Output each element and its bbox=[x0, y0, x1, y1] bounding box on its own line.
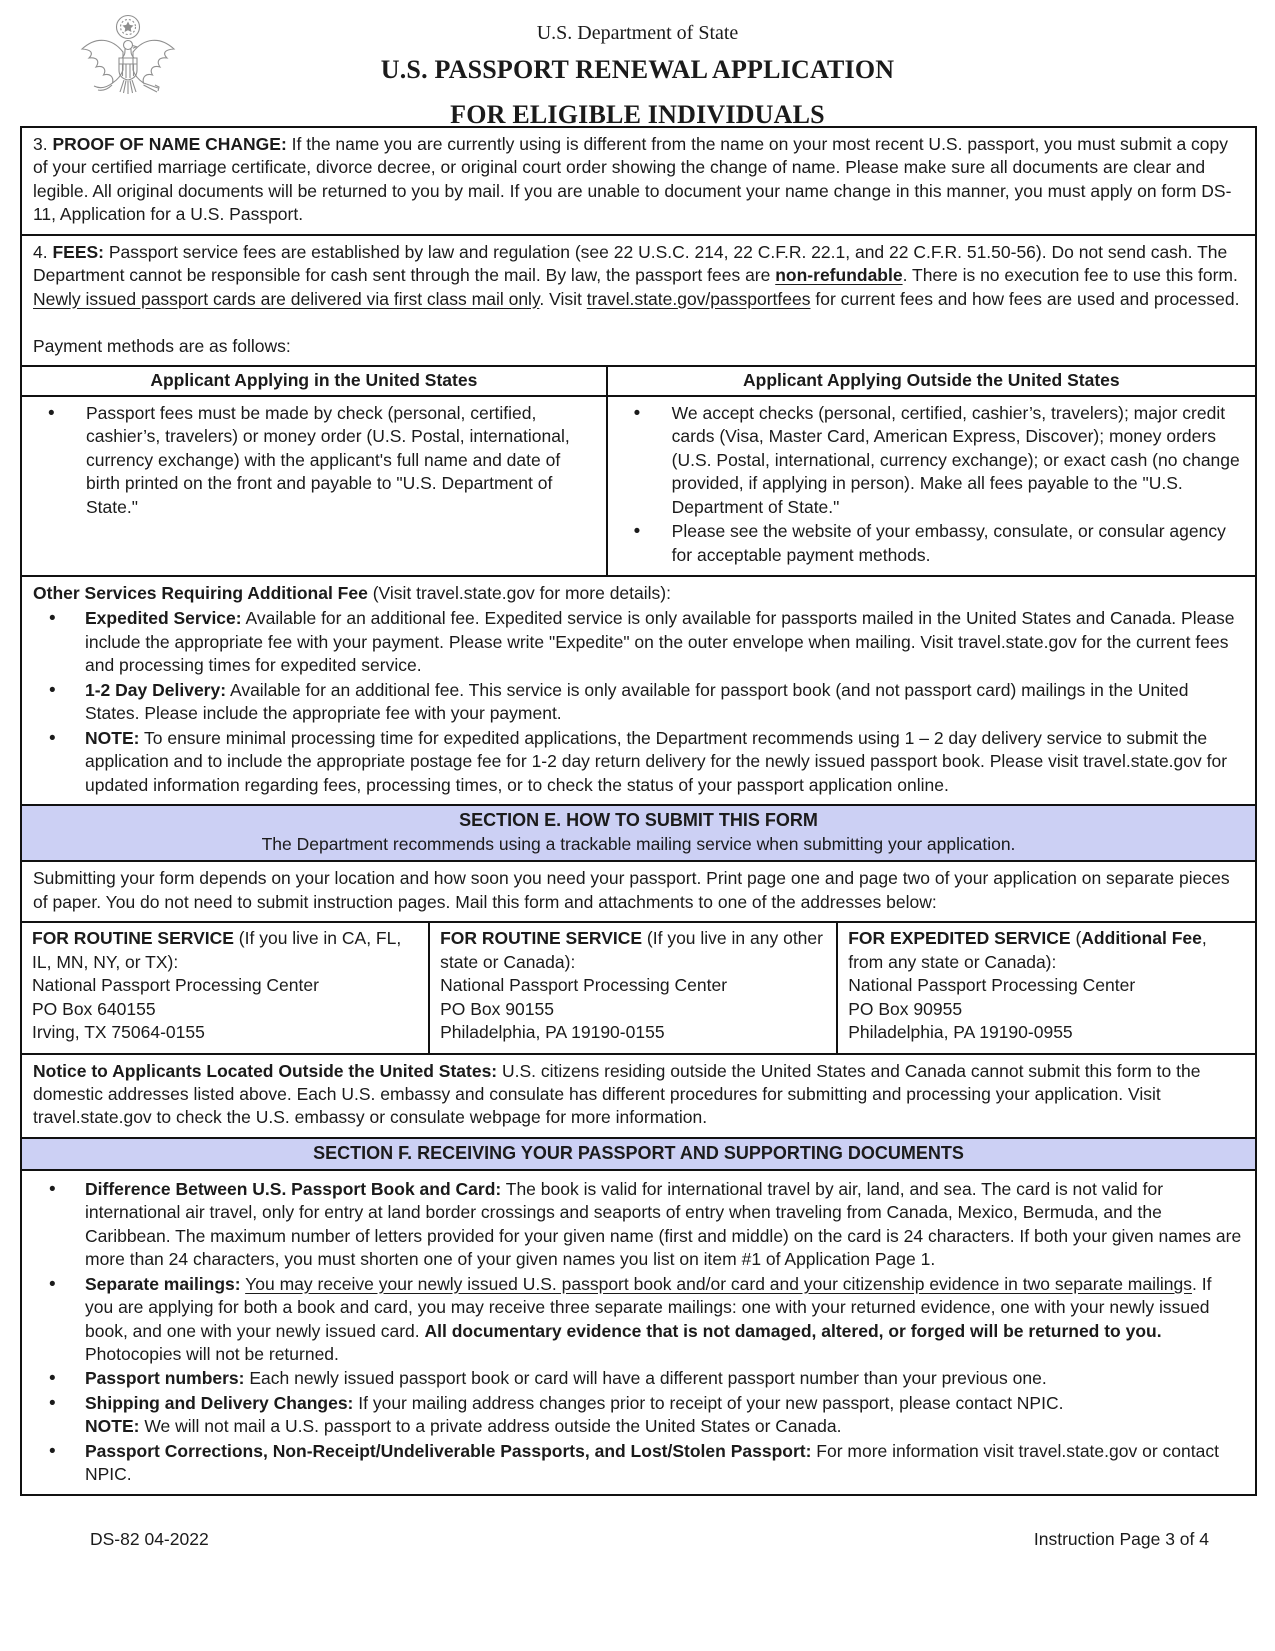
applicant-outside-us-header: Applicant Applying Outside the United States bbox=[608, 367, 1255, 397]
one-two-day-delivery-bullet: • 1-2 Day Delivery: Available for an additional fee. This service is only available for passport book (and not passport card) mailings in the United States. Please include the appropriate fee with your payment. bbox=[33, 679, 1244, 726]
separate-mailings-bullet: • Separate mailings: You may receive your newly issued U.S. passport book and/or card and your citizenship evidence in two separate mailings. If you are applying for both a book and card, you may receive three separate mailings: one with your returned evidence, one with your newly issued book, and one with your newly issued card. All documentary evidence that is not damaged, altered, or forged will be returned to you. Photocopies will not be returned. bbox=[33, 1273, 1244, 1367]
address-line: PO Box 90955 bbox=[848, 998, 963, 1019]
expedited-service-header: FOR EXPEDITED SERVICE (Additional Fee, from any state or Canada): bbox=[848, 928, 1207, 972]
routine-service-tx-column bbox=[22, 923, 430, 1052]
section-e-band bbox=[20, 804, 1257, 863]
agency-name: U.S. Department of State bbox=[536, 22, 739, 44]
how-to-submit-box bbox=[20, 860, 1257, 923]
expedited-service-column bbox=[838, 923, 1255, 1052]
expedited-service-bullet: • Expedited Service: Available for an additional fee. Expedited service is only available for passports mailed in the United States and Canada. Please include the appropriate fee with your payment. Please write "Expedite" on the outer envelope when mailing. Visit travel.state.gov for the current fees and processing times for expedited service. bbox=[33, 607, 1244, 677]
mailing-addresses-table bbox=[20, 921, 1257, 1054]
payment-bullet-us: • Passport fees must be made by check (personal, certified, cashier’s, travelers) or money order (U.S. Postal, international, currency exchange) with the applicant's full name and date of birth printed on the front and payable to "U.S. Department of State." bbox=[22, 402, 598, 519]
section-f-title: SECTION F. RECEIVING YOUR PASSPORT AND SUPPORTING DOCUMENTS bbox=[313, 1142, 964, 1163]
address-line: National Passport Processing Center bbox=[848, 975, 1136, 996]
page-footer bbox=[90, 1528, 1209, 1551]
address-line: National Passport Processing Center bbox=[32, 975, 319, 996]
section-4-text: 4. FEES: Passport service fees are established by law and regulation (see 22 U.S.C. 214, 22 C.F.R. 22.1, and 22 C.F.R. 51.50-56). Do not send cash. The Department cannot be responsible for cash sent through the mail. By law, the passport fees are non-refundable. There is no execution fee to use this form. Newly issued passport cards are delivered via first class mail only. Visit travel.state.gov/passportfees for current fees and how fees are used and processed. bbox=[33, 241, 1240, 309]
receiving-passport-box bbox=[20, 1169, 1257, 1496]
address-line: PO Box 90155 bbox=[440, 998, 554, 1019]
applicant-outside-us-column bbox=[608, 367, 1255, 576]
book-vs-card-bullet: • Difference Between U.S. Passport Book and Card: The book is valid for international travel by air, land, and sea. The card is not valid for international air travel, only for entry at land border crossings and seaports of entry when traveling from Canada, Mexico, Bermuda, and the Caribbean. The maximum number of letters provided for your given name (first and middle) on the card is 24 characters. If both your given names are more than 24 characters, you must shorten one of your given names you list on item #1 of Application Page 1. bbox=[33, 1178, 1244, 1272]
applicant-in-us-header: Applicant Applying in the United States bbox=[22, 367, 606, 397]
payment-bullet-outside-1: • We accept checks (personal, certified, cashier’s, travelers); major credit cards (Visa, Master Card, American Express, Discover); money orders (U.S. Postal, international, currency exchange); or exact cash (no change provided, if applying in person). Make all fees payable to the "U.S. Department of State." bbox=[608, 402, 1247, 519]
form-number: DS-82 04-2022 bbox=[90, 1528, 209, 1549]
section-4-fees-box bbox=[20, 234, 1257, 577]
form-content bbox=[20, 126, 1257, 1551]
applicant-in-us-column bbox=[22, 367, 608, 576]
address-line: National Passport Processing Center bbox=[440, 975, 728, 996]
section-f-band bbox=[20, 1137, 1257, 1171]
routine-service-tx-header: FOR ROUTINE SERVICE (If you live in CA, FL, IL, MN, NY, or TX): bbox=[32, 928, 402, 972]
section-3-text: 3. PROOF OF NAME CHANGE: If the name you are currently using is different from the name on your most recent U.S. passport, you must submit a copy of your certified marriage certificate, divorce decree, or original court order showing the change of name. Please make sure all documents are clear and legible. All original documents will be returned to you by mail. If you are unable to document your name change in this manner, you must apply on form DS-11, Application for a U.S. Passport. bbox=[33, 134, 1232, 225]
form-title-line2: FOR ELIGIBLE INDIVIDUALS bbox=[450, 99, 825, 129]
page-indicator: Instruction Page 3 of 4 bbox=[1033, 1528, 1209, 1549]
submit-paragraph: Submitting your form depends on your location and how soon you need your passport. Print page one and page two of your application on separate pieces of paper. You do not need to submit instruction pages. Mail this form and attachments to one of the addresses below: bbox=[33, 868, 1230, 912]
notice-text: Notice to Applicants Located Outside the United States: U.S. citizens residing outside the United States and Canada cannot submit this form to the domestic addresses listed above. Each U.S. embassy and consulate has different procedures for submitting and processing your application. Visit travel.state.gov to check the U.S. embassy or consulate webpage for more information. bbox=[33, 1060, 1201, 1128]
shipping-delivery-changes-bullet: • Shipping and Delivery Changes: If your mailing address changes prior to receipt of your new passport, please contact NPIC. NOTE: We will not mail a U.S. passport to a private address outside the United States or Canada. bbox=[33, 1392, 1244, 1439]
payment-methods-table bbox=[22, 365, 1255, 576]
great-seal-eagle-icon bbox=[72, 12, 184, 116]
address-line: Philadelphia, PA 19190-0155 bbox=[440, 1022, 665, 1043]
passport-corrections-bullet: • Passport Corrections, Non-Receipt/Undeliverable Passports, and Lost/Stolen Passport: For more information visit travel.state.gov or contact NPIC. bbox=[33, 1440, 1244, 1487]
payment-methods-intro: Payment methods are as follows: bbox=[33, 336, 291, 357]
other-services-box bbox=[20, 575, 1257, 806]
routine-service-pa-header: FOR ROUTINE SERVICE (If you live in any other state or Canada): bbox=[440, 928, 823, 972]
payment-bullet-outside-2: • Please see the website of your embassy, consulate, or consular agency for acceptable payment methods. bbox=[608, 520, 1247, 567]
address-line: PO Box 640155 bbox=[32, 998, 156, 1019]
document-header bbox=[0, 0, 1275, 129]
section-e-subtitle: The Department recommends using a trackable mailing service when submitting your application. bbox=[261, 834, 1016, 855]
passport-numbers-bullet: • Passport numbers: Each newly issued passport book or card will have a different passport number than your previous one. bbox=[33, 1367, 1244, 1390]
routine-service-pa-column bbox=[430, 923, 838, 1052]
address-line: Philadelphia, PA 19190-0955 bbox=[848, 1022, 1073, 1043]
note-bullet: • NOTE: To ensure minimal processing time for expedited applications, the Department recommends using 1 – 2 day delivery service to submit the application and to include the appropriate postage fee for 1-2 day return delivery for the newly issued passport book. Please visit travel.state.gov for updated information regarding fees, processing times, or to check the status of your passport application online. bbox=[33, 727, 1244, 797]
form-title-line1: U.S. PASSPORT RENEWAL APPLICATION bbox=[380, 54, 895, 84]
notice-outside-us-box bbox=[20, 1053, 1257, 1139]
other-services-title: Other Services Requiring Additional Fee (Visit travel.state.gov for more details): bbox=[33, 583, 671, 603]
section-e-title: SECTION E. HOW TO SUBMIT THIS FORM bbox=[459, 809, 818, 830]
address-line: Irving, TX 75064-0155 bbox=[32, 1022, 205, 1043]
section-3-proof-of-name-change-box bbox=[20, 126, 1257, 236]
